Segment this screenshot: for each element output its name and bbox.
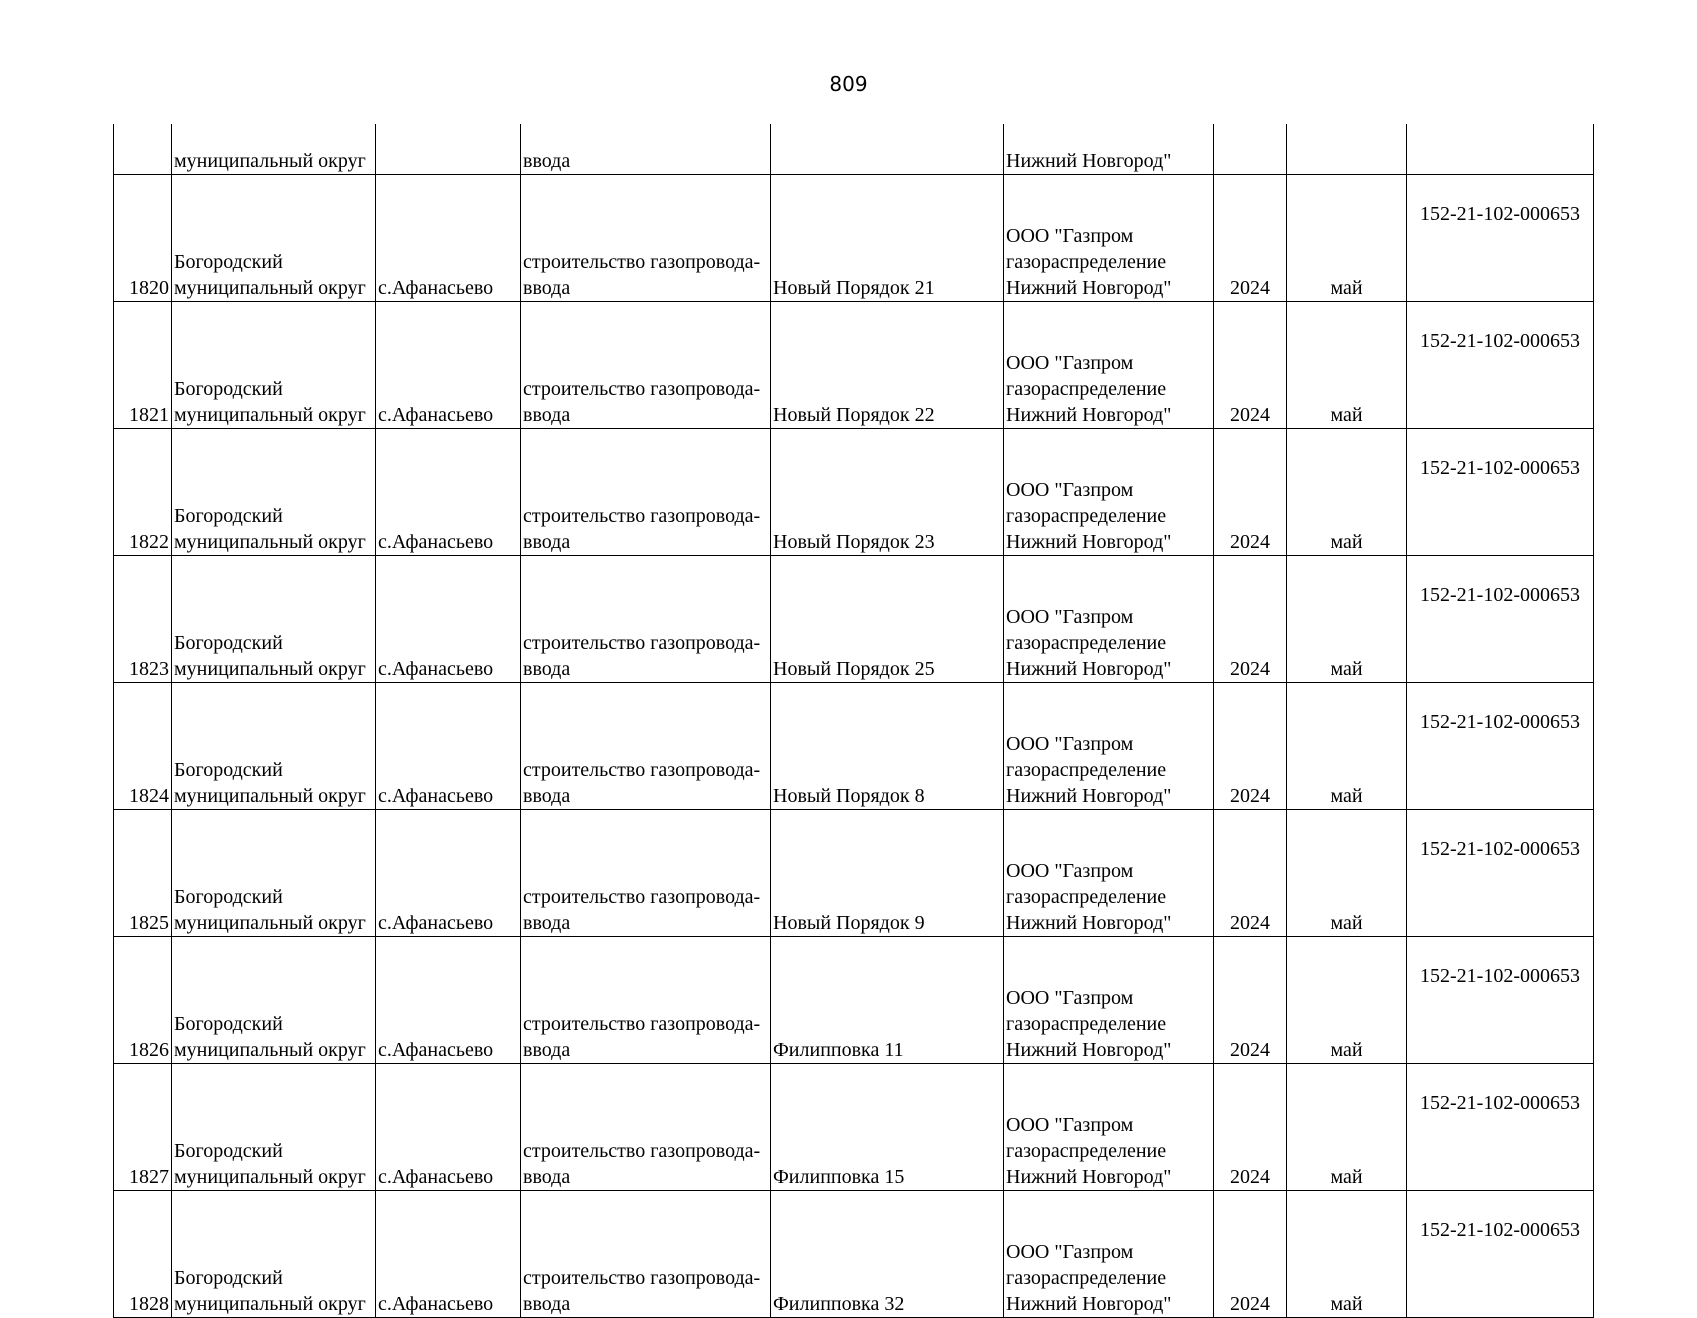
locality: с.Афанасьево <box>378 404 494 426</box>
registry-code: 152-21-102-000653 <box>1420 1092 1580 1114</box>
cell-num <box>114 302 172 429</box>
cell-year <box>1214 429 1287 556</box>
cell-address <box>771 429 1004 556</box>
cell-address <box>771 683 1004 810</box>
org-line-1: ООО "Газпром <box>1006 225 1134 247</box>
org-line-2: газораспределение <box>1006 1140 1167 1162</box>
month: май <box>1330 785 1363 807</box>
org-line-2: газораспределение <box>1006 632 1167 654</box>
work-line-2: ввода <box>523 277 571 299</box>
cell-month <box>1287 302 1407 429</box>
table-row <box>114 1064 1594 1191</box>
org-line-3: Нижний Новгород" <box>1006 785 1172 807</box>
cell-address <box>771 1064 1004 1191</box>
row-number: 1825 <box>129 912 169 934</box>
month: май <box>1330 531 1363 553</box>
cell-address <box>771 1191 1004 1318</box>
row-number: 1827 <box>129 1166 169 1188</box>
district-line-2: муниципальный округ <box>174 531 366 553</box>
locality: с.Афанасьево <box>378 531 494 553</box>
month: май <box>1330 1293 1363 1315</box>
cell-org: Нижний Новгород" <box>1004 124 1214 175</box>
row-number: 1823 <box>129 658 169 680</box>
cell-locality <box>376 1064 521 1191</box>
work-line-2: ввода <box>523 1293 571 1315</box>
org-line-3: Нижний Новгород" <box>1006 1039 1172 1061</box>
cell-year <box>1214 683 1287 810</box>
cell-work <box>521 302 771 429</box>
cell-month <box>1287 1191 1407 1318</box>
org-line-3: Нижний Новгород" <box>1006 1166 1172 1188</box>
district-line-1: Богородский <box>174 1013 283 1035</box>
cell-month <box>1287 937 1407 1064</box>
cell-locality <box>376 302 521 429</box>
table-body <box>114 124 1594 1318</box>
work-line-2: ввода <box>523 531 571 553</box>
cell-work <box>521 683 771 810</box>
month: май <box>1330 404 1363 426</box>
cell-month <box>1287 556 1407 683</box>
cell-locality <box>376 175 521 302</box>
year: 2024 <box>1230 658 1270 680</box>
table-row <box>114 556 1594 683</box>
org-line-1: ООО "Газпром <box>1006 479 1134 501</box>
year: 2024 <box>1230 277 1270 299</box>
table-row <box>114 937 1594 1064</box>
district-line-2: муниципальный округ <box>174 912 366 934</box>
cell-district <box>172 302 376 429</box>
cell-locality <box>376 124 521 175</box>
cell-address <box>771 124 1004 175</box>
org-line-3: Нижний Новгород" <box>1006 658 1172 680</box>
org-line-2: газораспределение <box>1006 1013 1167 1035</box>
work-line-1: строительство газопровода- <box>523 1013 761 1035</box>
district-line-1: Богородский <box>174 1140 283 1162</box>
cell-year <box>1214 1191 1287 1318</box>
org-line-2: газораспределение <box>1006 886 1167 908</box>
address: Филипповка 32 <box>773 1293 905 1315</box>
address: Новый Порядок 22 <box>773 404 935 426</box>
table-row <box>114 1191 1594 1318</box>
address: Новый Порядок 25 <box>773 658 935 680</box>
registry-code: 152-21-102-000653 <box>1420 203 1580 225</box>
cell-work <box>521 1064 771 1191</box>
district-line-1: Богородский <box>174 886 283 908</box>
year: 2024 <box>1230 404 1270 426</box>
month: май <box>1330 277 1363 299</box>
cell-num <box>114 175 172 302</box>
cell-work: ввода <box>521 124 771 175</box>
org-line-1: ООО "Газпром <box>1006 352 1134 374</box>
row-number: 1821 <box>129 404 169 426</box>
work-line-2: ввода <box>523 1039 571 1061</box>
cell-locality <box>376 683 521 810</box>
cell-month <box>1287 124 1407 175</box>
continuation-row <box>114 124 1594 175</box>
work-line-1: строительство газопровода- <box>523 759 761 781</box>
work-line-2: ввода <box>523 912 571 934</box>
registry-code: 152-21-102-000653 <box>1420 838 1580 860</box>
district-line-1: Богородский <box>174 378 283 400</box>
cell-num <box>114 124 172 175</box>
cell-code <box>1407 429 1594 556</box>
work-line-2: ввода <box>523 658 571 680</box>
year: 2024 <box>1230 1166 1270 1188</box>
cell-address <box>771 556 1004 683</box>
cell-work <box>521 1191 771 1318</box>
cell-num <box>114 810 172 937</box>
cell-district <box>172 429 376 556</box>
district-line-1: Богородский <box>174 251 283 273</box>
cell-org <box>1004 302 1214 429</box>
cell-locality <box>376 556 521 683</box>
org-line-2: газораспределение <box>1006 378 1167 400</box>
cell-num <box>114 683 172 810</box>
address: Новый Порядок 8 <box>773 785 925 807</box>
cell-work <box>521 556 771 683</box>
month: май <box>1330 1039 1363 1061</box>
work-line-1: строительство газопровода- <box>523 251 761 273</box>
org-line-1: ООО "Газпром <box>1006 987 1134 1009</box>
org-line-1: ООО "Газпром <box>1006 733 1134 755</box>
cell-address <box>771 810 1004 937</box>
locality: с.Афанасьево <box>378 658 494 680</box>
org-line-3: Нижний Новгород" <box>1006 1293 1172 1315</box>
cell-address <box>771 302 1004 429</box>
org-line-2: газораспределение <box>1006 759 1167 781</box>
work-line-2: ввода <box>523 404 571 426</box>
cell-year <box>1214 810 1287 937</box>
row-number: 1828 <box>129 1293 169 1315</box>
org-line-2: газораспределение <box>1006 505 1167 527</box>
row-number: 1826 <box>129 1039 169 1061</box>
cell-num <box>114 556 172 683</box>
locality: с.Афанасьево <box>378 1039 494 1061</box>
cell-district <box>172 810 376 937</box>
cell-code <box>1407 1064 1594 1191</box>
cell-org <box>1004 556 1214 683</box>
month: май <box>1330 1166 1363 1188</box>
cell-year <box>1214 124 1287 175</box>
table-row <box>114 810 1594 937</box>
row-number: 1820 <box>129 277 169 299</box>
cell-address <box>771 937 1004 1064</box>
cell-org <box>1004 1064 1214 1191</box>
data-table <box>113 124 1594 1318</box>
cell-code <box>1407 937 1594 1064</box>
month: май <box>1330 658 1363 680</box>
cell-code <box>1407 302 1594 429</box>
cell-num <box>114 1191 172 1318</box>
cell-work <box>521 937 771 1064</box>
cell-locality <box>376 429 521 556</box>
address: Филипповка 15 <box>773 1166 905 1188</box>
work-line-1: строительство газопровода- <box>523 378 761 400</box>
locality: с.Афанасьево <box>378 912 494 934</box>
district-line-1: Богородский <box>174 632 283 654</box>
year: 2024 <box>1230 785 1270 807</box>
cell-code <box>1407 683 1594 810</box>
cell-district <box>172 683 376 810</box>
cell-month <box>1287 683 1407 810</box>
cell-num <box>114 429 172 556</box>
cell-work <box>521 429 771 556</box>
org-line-1: ООО "Газпром <box>1006 606 1134 628</box>
table-row <box>114 683 1594 810</box>
address: Филипповка 11 <box>773 1039 904 1061</box>
registry-code: 152-21-102-000653 <box>1420 457 1580 479</box>
district-line-2: муниципальный округ <box>174 404 366 426</box>
district-line-2: муниципальный округ <box>174 1039 366 1061</box>
table-row <box>114 302 1594 429</box>
district-line-1: Богородский <box>174 759 283 781</box>
address: Новый Порядок 23 <box>773 531 935 553</box>
work-line-1: строительство газопровода- <box>523 886 761 908</box>
cell-year <box>1214 556 1287 683</box>
registry-code: 152-21-102-000653 <box>1420 965 1580 987</box>
district-line-2: муниципальный округ <box>174 277 366 299</box>
cell-address <box>771 175 1004 302</box>
year: 2024 <box>1230 1039 1270 1061</box>
page-number: 809 <box>829 72 868 96</box>
locality: с.Афанасьево <box>378 785 494 807</box>
month: май <box>1330 912 1363 934</box>
work-line-2: ввода <box>523 1166 571 1188</box>
locality: с.Афанасьево <box>378 1293 494 1315</box>
cell-year <box>1214 302 1287 429</box>
district-line-2: муниципальный округ <box>174 658 366 680</box>
work-line-2: ввода <box>523 785 571 807</box>
cell-num <box>114 937 172 1064</box>
district-line-1: Богородский <box>174 505 283 527</box>
org-line-2: газораспределение <box>1006 251 1167 273</box>
org-line-1: ООО "Газпром <box>1006 1114 1134 1136</box>
work-line-1: строительство газопровода- <box>523 632 761 654</box>
cell-code <box>1407 124 1594 175</box>
district-line-2: муниципальный округ <box>174 1166 366 1188</box>
cell-code <box>1407 810 1594 937</box>
year: 2024 <box>1230 531 1270 553</box>
work-line-1: строительство газопровода- <box>523 1140 761 1162</box>
cell-month <box>1287 1064 1407 1191</box>
cell-work <box>521 175 771 302</box>
district-line-1: Богородский <box>174 1267 283 1289</box>
cell-year <box>1214 175 1287 302</box>
cell-district <box>172 556 376 683</box>
row-number: 1822 <box>129 531 169 553</box>
cell-org <box>1004 1191 1214 1318</box>
address: Новый Порядок 21 <box>773 277 935 299</box>
org-line-1: ООО "Газпром <box>1006 860 1134 882</box>
district-line-2: муниципальный округ <box>174 1293 366 1315</box>
cell-year <box>1214 1064 1287 1191</box>
org-line-2: газораспределение <box>1006 1267 1167 1289</box>
cell-district <box>172 175 376 302</box>
cell-work <box>521 810 771 937</box>
cell-org <box>1004 429 1214 556</box>
work-line-1: строительство газопровода- <box>523 1267 761 1289</box>
cell-month <box>1287 429 1407 556</box>
cell-org <box>1004 937 1214 1064</box>
registry-code: 152-21-102-000653 <box>1420 330 1580 352</box>
work-line-1: строительство газопровода- <box>523 505 761 527</box>
cell-year <box>1214 937 1287 1064</box>
cell-org <box>1004 810 1214 937</box>
registry-code: 152-21-102-000653 <box>1420 1219 1580 1241</box>
org-line-1: ООО "Газпром <box>1006 1241 1134 1263</box>
cell-district <box>172 1064 376 1191</box>
year: 2024 <box>1230 1293 1270 1315</box>
cell-locality <box>376 937 521 1064</box>
org-line-3: Нижний Новгород" <box>1006 404 1172 426</box>
org-line-3: Нижний Новгород" <box>1006 531 1172 553</box>
row-number: 1824 <box>129 785 169 807</box>
year: 2024 <box>1230 912 1270 934</box>
cell-code <box>1407 1191 1594 1318</box>
cell-month <box>1287 810 1407 937</box>
registry-code: 152-21-102-000653 <box>1420 711 1580 733</box>
cell-org <box>1004 175 1214 302</box>
cell-district: муниципальный округ <box>172 124 376 175</box>
cell-month <box>1287 175 1407 302</box>
cell-locality <box>376 810 521 937</box>
cell-district <box>172 1191 376 1318</box>
org-line-3: Нижний Новгород" <box>1006 277 1172 299</box>
address: Новый Порядок 9 <box>773 912 925 934</box>
cell-num <box>114 1064 172 1191</box>
table-row <box>114 175 1594 302</box>
cell-district <box>172 937 376 1064</box>
cell-code <box>1407 556 1594 683</box>
district-line-2: муниципальный округ <box>174 785 366 807</box>
locality: с.Афанасьево <box>378 277 494 299</box>
cell-locality <box>376 1191 521 1318</box>
cell-org <box>1004 683 1214 810</box>
table-row <box>114 429 1594 556</box>
locality: с.Афанасьево <box>378 1166 494 1188</box>
org-line-3: Нижний Новгород" <box>1006 912 1172 934</box>
registry-code: 152-21-102-000653 <box>1420 584 1580 606</box>
cell-code <box>1407 175 1594 302</box>
